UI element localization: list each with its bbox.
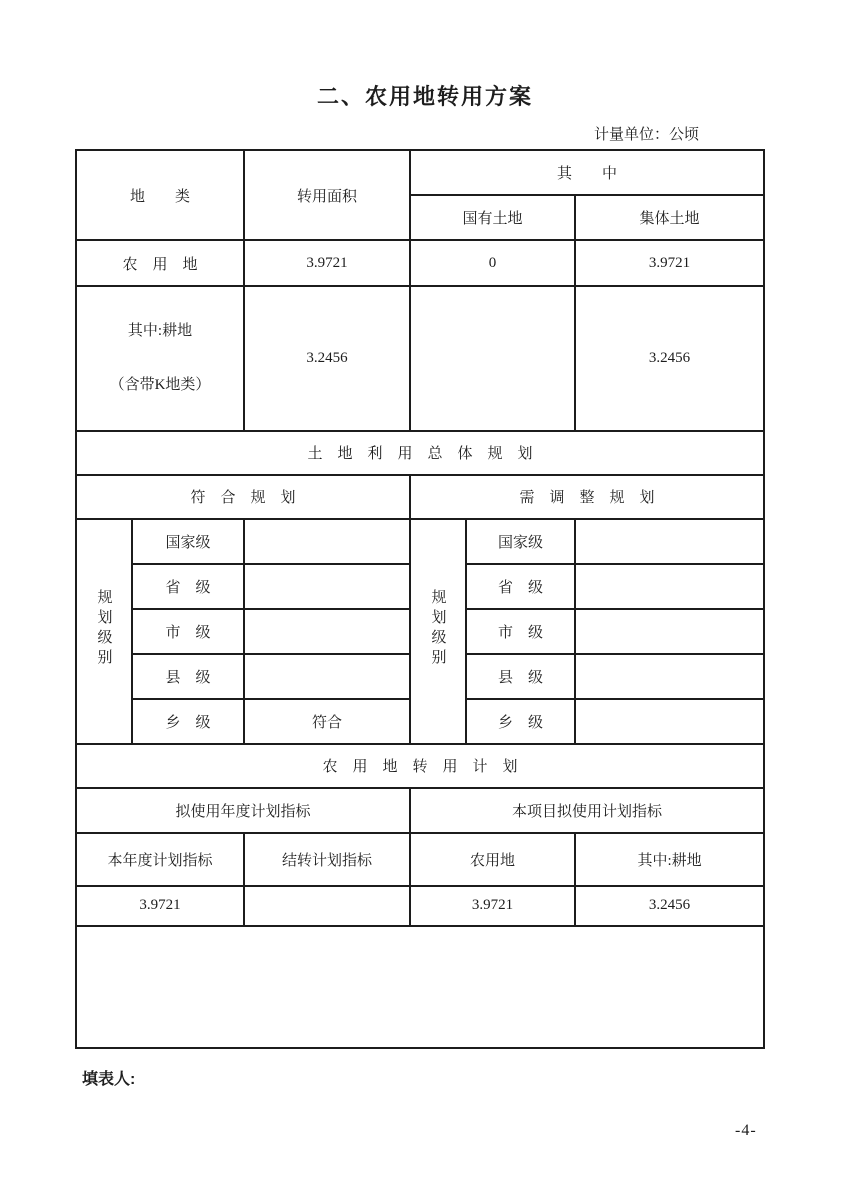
value-carryover xyxy=(244,886,410,926)
planning-section-title: 土 地 利 用 总 体 规 划 xyxy=(76,431,764,475)
conform-level-city-value xyxy=(244,609,410,654)
conform-level-axis xyxy=(76,519,132,744)
adjust-level-axis xyxy=(410,519,466,744)
cultivated-row-collective: 3.2456 xyxy=(575,286,764,431)
conform-planning-header: 符 合 规 划 xyxy=(76,475,410,519)
land-conversion-table xyxy=(75,149,765,1049)
agri-row-area: 3.9721 xyxy=(244,240,410,286)
col-header-current-year: 本年度计划指标 xyxy=(76,833,244,886)
adjust-level-township-value xyxy=(575,699,764,744)
annual-plan-header: 拟使用年度计划指标 xyxy=(76,788,410,833)
agri-row-label: 农 用 地 xyxy=(76,240,244,286)
conform-level-county-label: 县 级 xyxy=(132,654,244,699)
value-agricultural: 3.9721 xyxy=(410,886,575,926)
unit-note: 计量单位：公顷 xyxy=(593,127,699,143)
adjust-level-city-label: 市 级 xyxy=(466,609,575,654)
header-state-owned-land: 国有土地 xyxy=(410,195,575,240)
adjust-level-province-label: 省 级 xyxy=(466,564,575,609)
agri-row-state-owned: 0 xyxy=(410,240,575,286)
adjust-level-national-label: 国家级 xyxy=(466,519,575,564)
project-plan-header: 本项目拟使用计划指标 xyxy=(410,788,764,833)
cultivated-row-label xyxy=(76,286,244,431)
conform-level-national-value xyxy=(244,519,410,564)
header-of-which: 其 中 xyxy=(410,150,764,195)
adjust-level-axis-label: 规划级别 xyxy=(429,588,446,669)
adjust-planning-header: 需 调 整 规 划 xyxy=(410,475,764,519)
page-number: -4- xyxy=(735,1122,757,1139)
cultivated-label-line1: 其中:耕地 xyxy=(127,323,193,339)
conform-level-province-label: 省 级 xyxy=(132,564,244,609)
cultivated-row-state-owned xyxy=(410,286,575,431)
plan-section-title: 农 用 地 转 用 计 划 xyxy=(76,744,764,788)
conform-level-province-value xyxy=(244,564,410,609)
cultivated-row-area: 3.2456 xyxy=(244,286,410,431)
header-collective-land: 集体土地 xyxy=(575,195,764,240)
cultivated-label-line2: （含带K地类） xyxy=(109,377,211,394)
conform-level-city-label: 市 级 xyxy=(132,609,244,654)
header-land-type: 地 类 xyxy=(76,150,244,240)
form-filler-label: 填表人: xyxy=(82,1070,136,1088)
adjust-level-province-value xyxy=(575,564,764,609)
table-row xyxy=(76,240,764,286)
value-cultivated: 3.2456 xyxy=(575,886,764,926)
page-title: 二、农用地转用方案 xyxy=(316,84,533,109)
col-header-agricultural: 农用地 xyxy=(410,833,575,886)
conform-level-axis-label: 规划级别 xyxy=(95,588,112,669)
value-current-year: 3.9721 xyxy=(76,886,244,926)
conform-level-township-value: 符合 xyxy=(244,699,410,744)
conform-level-county-value xyxy=(244,654,410,699)
col-header-carryover: 结转计划指标 xyxy=(244,833,410,886)
adjust-level-county-value xyxy=(575,654,764,699)
conform-level-township-label: 乡 级 xyxy=(132,699,244,744)
col-header-cultivated: 其中:耕地 xyxy=(575,833,764,886)
table-row xyxy=(76,286,764,431)
table-row xyxy=(76,519,764,564)
table-row xyxy=(76,886,764,926)
remarks-empty-cell xyxy=(76,926,764,1048)
header-conversion-area: 转用面积 xyxy=(244,150,410,240)
adjust-level-national-value xyxy=(575,519,764,564)
conform-level-national-label: 国家级 xyxy=(132,519,244,564)
adjust-level-city-value xyxy=(575,609,764,654)
adjust-level-county-label: 县 级 xyxy=(466,654,575,699)
adjust-level-township-label: 乡 级 xyxy=(466,699,575,744)
agri-row-collective: 3.9721 xyxy=(575,240,764,286)
